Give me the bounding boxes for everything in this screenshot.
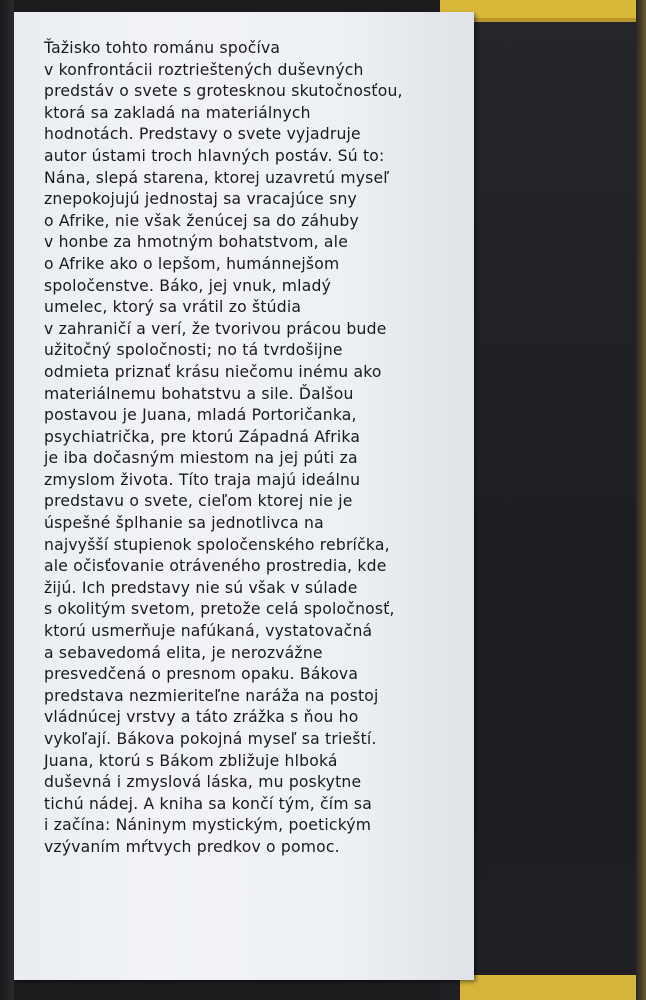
blurb-line: postavou je Juana, mladá Portoričanka,	[44, 406, 357, 425]
blurb-line: žijú. Ich predstavy nie sú však v súlade	[44, 578, 358, 597]
blurb-line: duševná i zmyslová láska, mu poskytne	[44, 773, 362, 792]
blurb-line: v konfrontácii roztrieštených duševných	[44, 60, 364, 79]
blurb-line: vládnúcej vrstvy a táto zrážka s ňou ho	[44, 708, 359, 727]
blurb-line: užitočný spoločnosti; no tá tvrdošijne	[44, 341, 343, 360]
cover-yellow-stripe-bottom	[460, 975, 646, 1000]
blurb-line: predstáv o svete s grotesknou skutočnosťou,	[44, 82, 403, 101]
blurb-line: psychiatrička, pre ktorú Západná Afrika	[44, 427, 361, 446]
blurb-line: vzývaním mŕtvych predkov o pomoc.	[44, 837, 340, 856]
blurb-line: Nána, slepá starena, ktorej uzavretú myseľ	[44, 168, 390, 187]
blurb-line: ktorá sa zakladá na materiálnych	[44, 103, 311, 122]
blurb-line: ktorú usmerňuje nafúkaná, vystatovačná	[44, 622, 373, 641]
blurb-line: autor ústami troch hlavných postáv. Sú to:	[44, 146, 385, 165]
blurb-line: zmyslom života. Títo traja majú ideálnu	[44, 470, 361, 489]
blurb-line: odmieta priznať krásu niečomu inému ako	[44, 362, 382, 381]
blurb-line: o Afrike, nie však ženúcej sa do záhuby	[44, 211, 359, 230]
blurb-line: najvyšší stupienok spoločenského rebríčka,	[44, 535, 390, 554]
blurb-line: Juana, ktorú s Bákom zbližuje hlboká	[44, 751, 338, 770]
blurb-line: hodnotách. Predstavy o svete vyjadruje	[44, 125, 361, 144]
blurb-line: je iba dočasným miestom na jej púti za	[44, 449, 358, 468]
blurb-line: s okolitým svetom, pretože celá spoločnosť,	[44, 600, 395, 619]
blurb-line: Ťažisko tohto románu spočíva	[44, 39, 281, 57]
blurb-line: ale očisťovanie otráveného prostredia, kde	[44, 557, 387, 576]
blurb-line: spoločenstve. Báko, jej vnuk, mladý	[44, 276, 332, 295]
blurb-line: v honbe za hmotným bohatstvom, ale	[44, 233, 349, 252]
blurb-line: o Afrike ako o lepšom, humánnejšom	[44, 254, 340, 273]
blurb-line: presvedčená o presnom opaku. Bákova	[44, 665, 359, 684]
blurb-line: predstava nezmieriteľne naráža na postoj	[44, 686, 379, 705]
blurb-line: znepokojujú jednostaj sa vracajúce sny	[44, 190, 357, 209]
book-spine-edge	[0, 0, 14, 1000]
cover-edge	[636, 0, 646, 1000]
blurb-line: úspešné šplhanie sa jednotlivca na	[44, 514, 324, 533]
blurb-line: vykoľají. Bákova pokojná myseľ sa trieští.	[44, 730, 377, 748]
blurb-line: materiálnemu bohatstvu a sile. Ďalšou	[44, 384, 354, 403]
blurb-line: tichú nádej. A kniha sa končí tým, čím sa	[44, 794, 372, 813]
blurb-text	[44, 38, 444, 859]
blurb-line: predstavu o svete, cieľom ktorej nie je	[44, 492, 353, 511]
blurb-line: i začína: Náninym mystickým, poetickým	[44, 816, 372, 835]
blurb-line: v zahraničí a verí, že tvorivou prácou bude	[44, 319, 387, 338]
blurb-line: umelec, ktorý sa vrátil zo štúdia	[44, 298, 302, 317]
blurb-line: a sebavedomá elita, je nerozvážne	[44, 643, 323, 662]
